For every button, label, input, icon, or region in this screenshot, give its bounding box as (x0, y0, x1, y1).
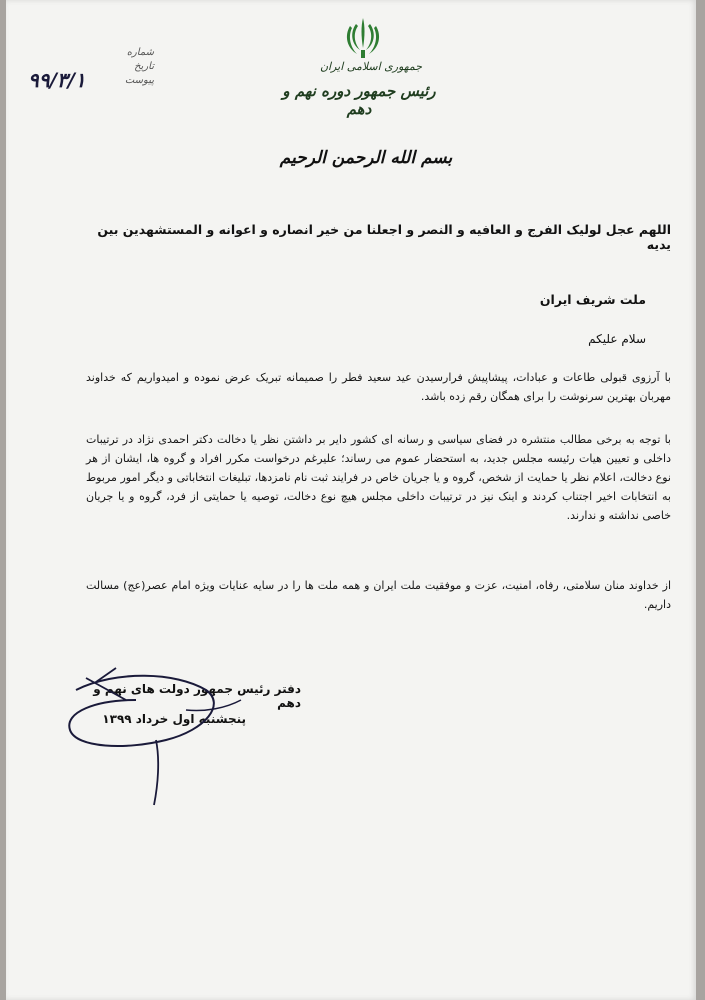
signature-office: دفتر رئیس جمهور دولت های نهم و دهم (93, 682, 301, 710)
number-label: شماره (126, 47, 154, 58)
paragraph-1: با آرزوی قبولی طاعات و عبادات، پیشاپیش فرارسیدن عید سعید فطر را صمیمانه تبریک عرض نموده و امیدواریم که خداوند مهربان بهترین سرنوشت را برای همگان رقم زده باشد. (86, 371, 671, 403)
basmala-heading: بسم الله الرحمن الرحیم (279, 148, 453, 168)
emblem-icon (342, 14, 384, 60)
greeting: سلام علیکم (588, 332, 646, 346)
attachment-label: پیوست (124, 75, 154, 86)
letterhead-title: رئیس جمهور دوره نهم و دهم (282, 82, 436, 118)
prayer-line: اللهم عجل لولیک الفرج و العافیه و النصر و اجعلنا من خیر انصاره و اعوانه و المستشهدین بین یدیه (97, 222, 671, 252)
paragraph-2: با توجه به برخی مطالب منتشره در فضای سیاسی و رسانه ای کشور دایر بر داشتن نظر یا دخالت دکتر احمدی نژاد در ترتیبات داخلی و تعیین هیات رئیسه مجلس جدید، به استحضار عموم می رساند؛ علیرغم درخواست مکرر افراد و گروه ها، ایشان از هر نوع دخالت، اعلام نظر یا حمایت از شخص، گروه و یا جریان خاص در فرایند ثبت نام نامزدها، تبلیغات انتخاباتی و دیگر امور مربوط به انتخابات اخیر اجتناب کردند و اینک نیز در ترتیبات داخلی مجلس هیچ نوع دخالت، توصیه یا حمایتی از فرد، گروه و یا جریان خاصی نداشته و ندارند. (86, 433, 671, 522)
reference-labels (114, 46, 154, 88)
signature-date: پنجشنبه اول خرداد ۱۳۹۹ (102, 712, 246, 726)
handwritten-signature (56, 660, 256, 810)
addressee: ملت شریف ایران (539, 292, 646, 307)
letterhead-country: جمهوری اسلامی ایران (319, 60, 423, 73)
handwritten-date: ۹۹/۳/۱ (28, 68, 86, 92)
letter-page (6, 0, 696, 1000)
paragraph-3: از خداوند منان سلامتی، رفاه، امنیت، عزت و موفقیت ملت ایران و همه ملت ها را در سایه عنایات ویژه امام عصر(عج) مسالت داریم. (86, 579, 671, 611)
date-label: تاریخ (134, 61, 154, 72)
